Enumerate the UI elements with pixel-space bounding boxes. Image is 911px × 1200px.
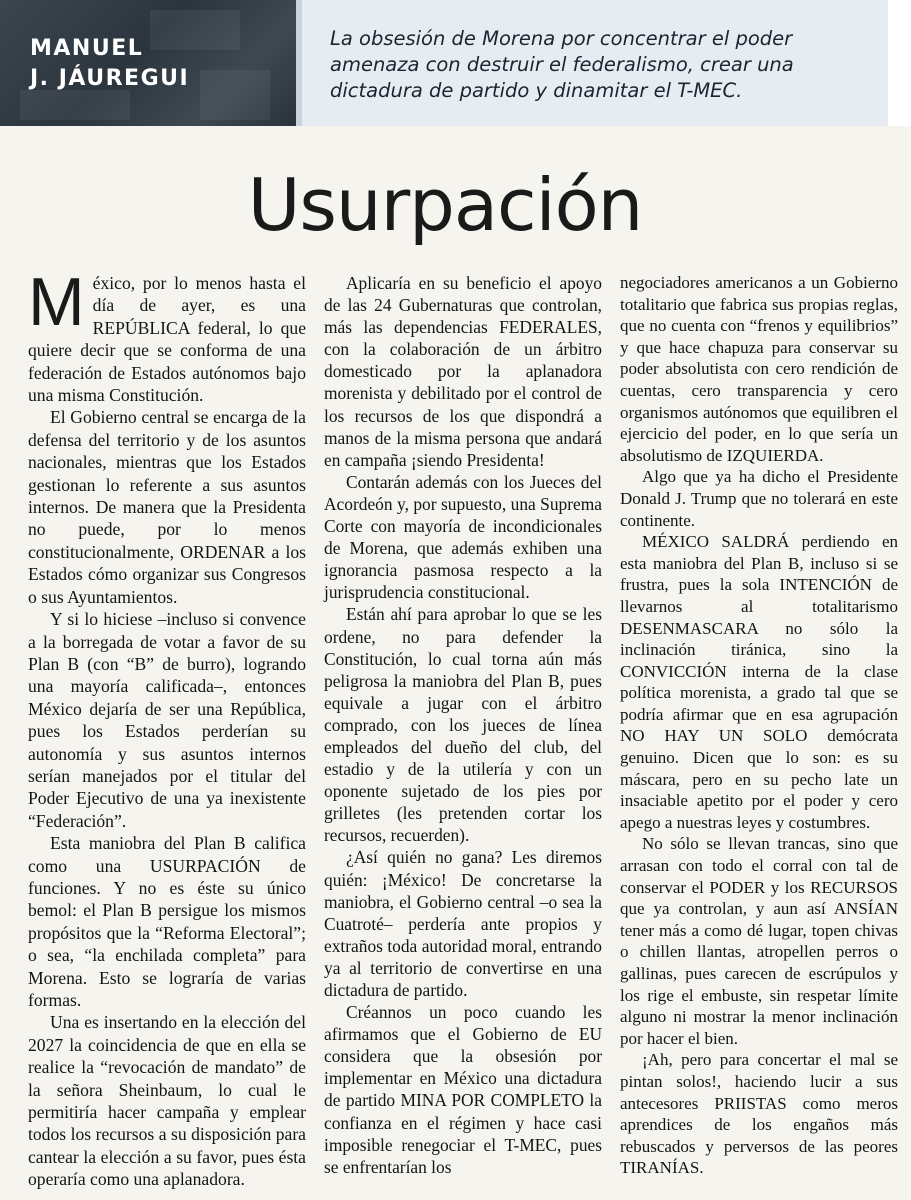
paragraph: Esta maniobra del Plan B califica como una USURPACIÓN de funciones. Y no es éste su único bemol: el Plan B persigue los mismos propósitos que la “Reforma Electoral”; o sea, “la enchilada completa” para Morena. Esto se lograría de varias formas. [28,833,306,1010]
paragraph: Algo que ya ha dicho el Presidente Donald J. Trump que no tolerará en este continente. [620,467,898,530]
paragraph: Están ahí para aprobar lo que se les ordene, no para defender la Constitución, lo cual torna aún más peligrosa la maniobra del Plan B, pues equivale a jugar con el árbitro comprado, con los jueces de línea empleados del dueño del club, del estadio y de la utilería y con un oponente sujetado de los pies por grilletes (les pretenden cortar los recursos, recuerden). [324,604,602,846]
article-column-3 [620,272,898,1179]
paragraph-text: éxico, por lo menos hasta el día de ayer, es una REPÚBLICA federal, lo que quiere decir que se conforma de una federación de Estados autónomos bajo una misma Constitución. [28,273,306,406]
article-column-2 [324,272,602,1178]
paragraph: ¡Ah, pero para concertar el mal se pintan solos!, haciendo lucir a sus antecesores PRIISTAS como meros aprendices de los engaños más rebuscados y perversos de las peores TIRANÍAS. [620,1050,898,1178]
article-column-1 [28,264,306,1191]
paragraph: Créannos un poco cuando les afirmamos que el Gobierno de EU considera que la obsesión por implementar en México una dictadura de partido MINA POR COMPLETO la confianza en el régimen y hace casi imposible renegociar el T-MEC, pues se enfrentarían los [324,1002,602,1177]
author-first-name: MANUEL [30,36,144,61]
author-banner [0,0,296,126]
paragraph: Una es insertando en la elección del 2027 la coincidencia de que en ella se realice la “revocación de mandato” de la señora Sheinbaum, lo cual le permitiría hacer campaña y emplear todos los recursos a su disposición para cantear la elección a su favor, pues ésta operaría como una aplanadora. [28,1012,306,1190]
paragraph: Y si lo hiciese –incluso si convence a la borregada de votar a favor de su Plan B (con “B” de burro), logrando una mayoría calificada–, entonces México dejaría de ser una República, pues los Estados perderían su autonomía y sus asuntos internos serían manejados por el titular del Poder Ejecutivo de una ya inexistente “Federación”. [28,609,306,831]
paragraph: No sólo se llevan trancas, sino que arrasan con todo el corral con tal de conservar el PODER y los RECURSOS que ya controlan, y aun así ANSÍAN tener más a como dé lugar, topen chivas o chillen llantas, atropellen perros o gallinas, pues carecen de escrúpulos y los rige el embuste, sin respetar límite alguno ni mostrar la menor inclinación por hacer el bien. [620,834,898,1048]
paragraph: negociadores americanos a un Gobierno totalitario que fabrica sus propias reglas, que no cuenta con “frenos y equilibrios” y que hace chapuza para conservar su poder absolutista con cero rendición de cuentas, cero transparencia y cero organismos autónomos que equilibren el ejercicio del poder, en lo que sería un absolutismo de IZQUIERDA. [620,273,898,465]
column-header [0,0,911,126]
paragraph [28,264,306,406]
paragraph: Aplicaría en su beneficio el apoyo de las 24 Gubernaturas que controlan, más las dependencias FEDERALES, con la colaboración de un árbitro domesticado por la aplanadora morenista y debilitado por el control de los recursos de los que dispondrá a manos de la misma persona que andará en campaña ¡siendo Presidenta! [324,273,602,470]
tagline: La obsesión de Morena por concentrar el poder amenaza con destruir el federalismo, crear una dictadura de partido y dinamitar el T-MEC. [330,27,794,102]
paragraph: MÉXICO SALDRÁ perdiendo en esta maniobra del Plan B, incluso si se frustra, pues la sola INTENCIÓN de llevarnos al totalitarismo DESENMASCARA no sólo la inclinación tiránica, sino la CONVICCIÓN interna de la clase política morenista, a grado tal que se podría afirmar que en esa agrupación NO HAY UN SOLO demócrata genuino. Dicen que lo son: es su máscara, pero en su pecho late un insaciable apetito por el poder y cero apego a nuestras leyes y costumbres. [620,532,898,832]
paragraph: Contarán además con los Jueces del Acordeón y, por supuesto, una Suprema Corte con mayoría de incondicionales de Morena, que además exhiben una ignorancia pasmosa respecto a la jurisprudencia constitucional. [324,471,602,603]
article-title: Usurpación [247,163,643,247]
tagline-box [296,0,888,126]
author-name [30,34,189,94]
paragraph: ¿Así quién no gana? Les diremos quién: ¡México! De concretarse la maniobra, el Gobierno central –o sea la Cuatroté– perdería ante propios y extraños toda autoridad moral, entrando ya al territorio de convertirse en una dictadura de partido. [324,847,602,1000]
author-last-name: J. JÁUREGUI [30,66,190,91]
drop-cap: M [28,264,85,340]
paragraph: El Gobierno central se encarga de la defensa del territorio y de los asuntos nacionales, mientras que los Estados gestionan lo referente a sus asuntos internos. De manera que la Presidenta no puede, por lo menos constitucionalmente, ORDENAR a los Estados cómo organizar sus Congresos o sus Ayuntamientos. [28,407,306,607]
